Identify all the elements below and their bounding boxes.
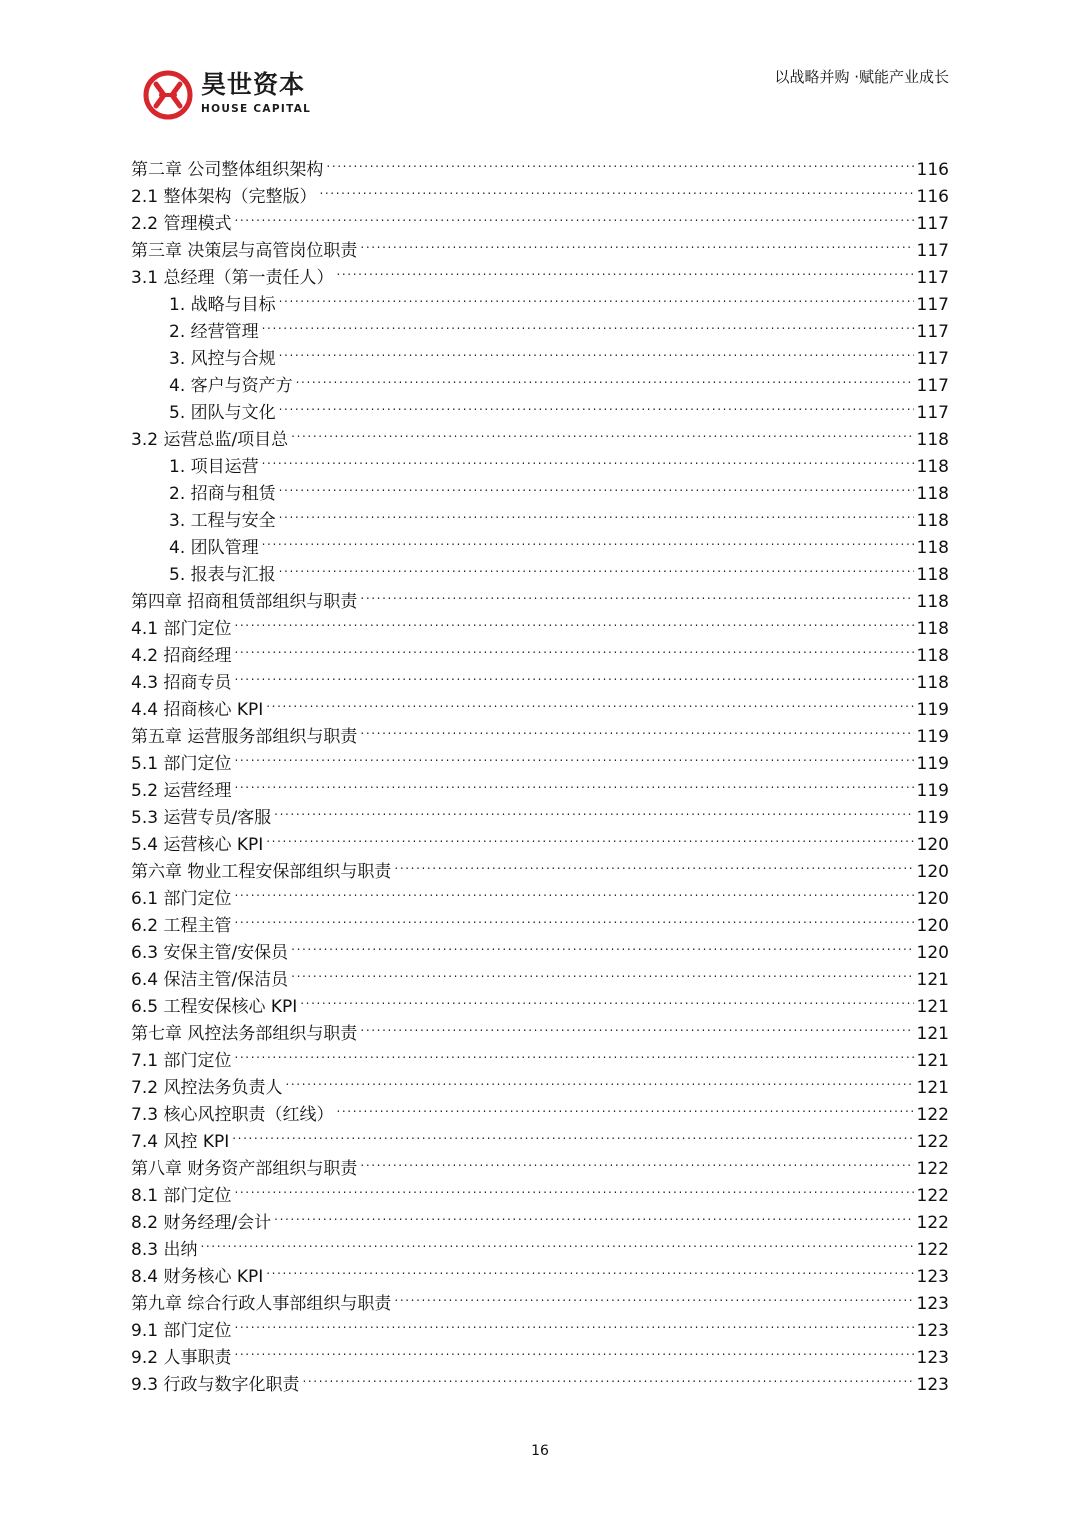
toc-entry[interactable] <box>131 229 949 261</box>
toc-entry-title: 2.1 整体架构（完整版） <box>131 187 317 207</box>
toc-entry-title: 4. 团队管理 <box>169 538 259 558</box>
toc-entry-title: 6.3 安保主管/安保员 <box>131 943 289 963</box>
toc-entry-page: 121 <box>916 970 949 990</box>
toc-entry[interactable] <box>131 607 949 639</box>
toc-entry[interactable] <box>131 1309 949 1341</box>
toc-entry-title: 2. 经营管理 <box>169 322 259 342</box>
toc-entry-page: 122 <box>916 1240 949 1260</box>
toc-entry-title: 2. 招商与租赁 <box>169 484 276 504</box>
toc-entry-title: 5. 报表与汇报 <box>169 565 276 585</box>
toc-dot-leader <box>360 580 913 607</box>
toc-entry-title: 3.1 总经理（第一责任人） <box>131 268 334 288</box>
toc-entry-page: 118 <box>916 511 949 531</box>
toc-entry[interactable] <box>131 1066 949 1098</box>
toc-entry[interactable] <box>131 148 949 180</box>
toc-dot-leader <box>234 742 913 769</box>
toc-dot-leader <box>274 1201 913 1228</box>
toc-entry-page: 123 <box>916 1375 949 1395</box>
toc-entry-page: 123 <box>916 1348 949 1368</box>
house-capital-logo <box>143 70 313 122</box>
toc-dot-leader <box>234 877 913 904</box>
toc-entry[interactable] <box>131 1363 949 1395</box>
toc-dot-leader <box>326 148 913 175</box>
toc-entry-page: 118 <box>916 484 949 504</box>
toc-entry-title: 6.5 工程安保核心 KPI <box>131 997 298 1017</box>
toc-entry[interactable] <box>131 1120 949 1152</box>
toc-entry-page: 118 <box>916 565 949 585</box>
toc-entry[interactable] <box>131 634 949 666</box>
toc-entry-page: 121 <box>916 1078 949 1098</box>
toc-entry[interactable] <box>131 1039 949 1071</box>
toc-entry[interactable] <box>131 1336 949 1368</box>
toc-entry-page: 117 <box>916 403 949 423</box>
toc-entry-title: 1. 项目运营 <box>169 457 259 477</box>
toc-entry-page: 121 <box>916 1051 949 1071</box>
toc-entry[interactable] <box>131 1174 949 1206</box>
toc-entry-page: 121 <box>916 1024 949 1044</box>
toc-entry-title: 9.1 部门定位 <box>131 1321 232 1341</box>
toc-entry[interactable] <box>131 202 949 234</box>
toc-entry-title: 第七章 风控法务部组织与职责 <box>131 1024 358 1044</box>
toc-entry-title: 7.3 核心风控职责（红线） <box>131 1105 334 1125</box>
toc-dot-leader <box>279 499 914 526</box>
toc-dot-leader <box>285 1066 913 1093</box>
toc-entry-title: 4.2 招商经理 <box>131 646 232 666</box>
toc-entry-title: 7.2 风控法务负责人 <box>131 1078 283 1098</box>
toc-dot-leader <box>234 904 913 931</box>
toc-dot-leader <box>360 229 913 256</box>
toc-dot-leader <box>279 337 914 364</box>
toc-entry-page: 122 <box>916 1159 949 1179</box>
toc-entry-title: 5.1 部门定位 <box>131 754 232 774</box>
toc-dot-leader <box>262 310 914 337</box>
toc-entry-title: 5. 团队与文化 <box>169 403 276 423</box>
toc-entry-page: 117 <box>916 241 949 261</box>
toc-entry-title: 6.4 保洁主管/保洁员 <box>131 970 289 990</box>
toc-entry-title: 3.2 运营总监/项目总 <box>131 430 289 450</box>
toc-dot-leader <box>279 283 914 310</box>
toc-dot-leader <box>234 769 913 796</box>
toc-entry-page: 116 <box>916 187 949 207</box>
toc-entry-title: 2.2 管理模式 <box>131 214 232 234</box>
toc-entry-page: 117 <box>916 349 949 369</box>
logo-english-name: HOUSE CAPITAL <box>201 103 312 115</box>
toc-entry-title: 8.3 出纳 <box>131 1240 198 1260</box>
toc-entry-page: 122 <box>916 1132 949 1152</box>
toc-entry[interactable] <box>131 688 949 720</box>
toc-entry-page: 119 <box>916 700 949 720</box>
toc-entry[interactable] <box>131 796 949 828</box>
toc-dot-leader <box>234 1309 913 1336</box>
toc-dot-leader <box>394 850 913 877</box>
toc-entry-page: 118 <box>916 619 949 639</box>
toc-dot-leader <box>296 364 914 391</box>
toc-entry-page: 120 <box>916 943 949 963</box>
toc-dot-leader <box>360 1012 913 1039</box>
toc-dot-leader <box>300 985 913 1012</box>
toc-entry-page: 118 <box>916 592 949 612</box>
toc-dot-leader <box>262 526 914 553</box>
toc-entry-title: 第四章 招商租赁部组织与职责 <box>131 592 358 612</box>
toc-dot-leader <box>266 688 913 715</box>
toc-entry-title: 7.4 风控 KPI <box>131 1132 230 1152</box>
toc-entry-title: 5.3 运营专员/客服 <box>131 808 272 828</box>
toc-entry-page: 122 <box>916 1186 949 1206</box>
toc-entry-page: 118 <box>916 430 949 450</box>
toc-entry[interactable] <box>131 1228 949 1260</box>
toc-entry[interactable] <box>131 877 949 909</box>
toc-dot-leader <box>336 1093 913 1120</box>
toc-dot-leader <box>360 715 913 742</box>
toc-entry-title: 5.4 运营核心 KPI <box>131 835 264 855</box>
toc-entry[interactable] <box>131 1201 949 1233</box>
toc-dot-leader <box>234 1174 913 1201</box>
toc-entry-title: 8.1 部门定位 <box>131 1186 232 1206</box>
toc-entry-title: 第九章 综合行政人事部组织与职责 <box>131 1294 392 1314</box>
toc-entry-title: 4. 客户与资产方 <box>169 376 293 396</box>
toc-entry-title: 3. 工程与安全 <box>169 511 276 531</box>
toc-entry-page: 116 <box>916 160 949 180</box>
toc-entry-page: 117 <box>916 268 949 288</box>
toc-entry[interactable] <box>131 1147 949 1179</box>
toc-entry-title: 4.4 招商核心 KPI <box>131 700 264 720</box>
toc-entry[interactable] <box>131 769 949 801</box>
toc-entry[interactable] <box>131 931 949 963</box>
toc-dot-leader <box>274 796 913 823</box>
toc-dot-leader <box>291 931 913 958</box>
toc-entry[interactable] <box>131 742 949 774</box>
toc-entry-title: 8.2 财务经理/会计 <box>131 1213 272 1233</box>
toc-entry-page: 122 <box>916 1213 949 1233</box>
toc-dot-leader <box>336 256 913 283</box>
toc-entry-title: 第二章 公司整体组织架构 <box>131 160 324 180</box>
toc-dot-leader <box>234 1039 913 1066</box>
toc-entry-page: 120 <box>916 835 949 855</box>
table-of-contents <box>131 148 949 1395</box>
toc-entry-page: 118 <box>916 646 949 666</box>
toc-dot-leader <box>291 958 913 985</box>
toc-entry-page: 117 <box>916 295 949 315</box>
toc-dot-leader <box>279 391 914 418</box>
toc-entry-title: 3. 风控与合规 <box>169 349 276 369</box>
page-number: 16 <box>531 1443 549 1459</box>
toc-dot-leader <box>266 823 913 850</box>
toc-entry-title: 7.1 部门定位 <box>131 1051 232 1071</box>
toc-dot-leader <box>279 553 914 580</box>
toc-entry-page: 123 <box>916 1267 949 1287</box>
toc-dot-leader <box>200 1228 913 1255</box>
toc-entry-page: 119 <box>916 781 949 801</box>
toc-dot-leader <box>234 661 913 688</box>
toc-entry-page: 118 <box>916 538 949 558</box>
toc-dot-leader <box>319 175 913 202</box>
toc-entry-title: 第六章 物业工程安保部组织与职责 <box>131 862 392 882</box>
toc-entry-title: 4.3 招商专员 <box>131 673 232 693</box>
toc-entry-page: 120 <box>916 916 949 936</box>
toc-entry[interactable] <box>131 1255 949 1287</box>
toc-dot-leader <box>279 472 914 499</box>
toc-dot-leader <box>234 202 913 229</box>
toc-dot-leader <box>232 1120 913 1147</box>
toc-dot-leader <box>302 1363 913 1390</box>
logo-chinese-name: 昊世资本 <box>201 70 306 99</box>
toc-entry-page: 118 <box>916 673 949 693</box>
toc-dot-leader <box>394 1282 913 1309</box>
toc-dot-leader <box>266 1255 913 1282</box>
toc-entry-page: 120 <box>916 889 949 909</box>
toc-dot-leader <box>291 418 913 445</box>
toc-entry[interactable] <box>131 661 949 693</box>
toc-entry-title: 第五章 运营服务部组织与职责 <box>131 727 358 747</box>
page-header <box>0 0 1080 130</box>
toc-entry-title: 5.2 运营经理 <box>131 781 232 801</box>
toc-entry-title: 9.3 行政与数字化职责 <box>131 1375 300 1395</box>
toc-dot-leader <box>234 607 913 634</box>
toc-entry-page: 123 <box>916 1294 949 1314</box>
toc-entry-page: 119 <box>916 727 949 747</box>
toc-entry-page: 117 <box>916 322 949 342</box>
toc-entry[interactable] <box>131 904 949 936</box>
header-slogan: 以战略并购 ·赋能产业成长 <box>774 68 949 86</box>
toc-entry-page: 120 <box>916 862 949 882</box>
toc-entry-page: 117 <box>916 214 949 234</box>
toc-dot-leader <box>262 445 914 472</box>
toc-entry-page: 119 <box>916 754 949 774</box>
toc-entry-title: 4.1 部门定位 <box>131 619 232 639</box>
toc-dot-leader <box>234 1336 913 1363</box>
toc-entry-title: 6.2 工程主管 <box>131 916 232 936</box>
toc-entry-title: 6.1 部门定位 <box>131 889 232 909</box>
toc-entry-title: 9.2 人事职责 <box>131 1348 232 1368</box>
toc-entry-title: 1. 战略与目标 <box>169 295 276 315</box>
toc-entry-page: 121 <box>916 997 949 1017</box>
toc-entry-page: 123 <box>916 1321 949 1341</box>
toc-entry-title: 第八章 财务资产部组织与职责 <box>131 1159 358 1179</box>
toc-dot-leader <box>360 1147 913 1174</box>
toc-dot-leader <box>234 634 913 661</box>
toc-entry-page: 118 <box>916 457 949 477</box>
toc-entry-title: 8.4 财务核心 KPI <box>131 1267 264 1287</box>
toc-entry-page: 119 <box>916 808 949 828</box>
toc-entry-page: 122 <box>916 1105 949 1125</box>
house-capital-logo-icon <box>143 70 193 120</box>
toc-entry-title: 第三章 决策层与高管岗位职责 <box>131 241 358 261</box>
toc-entry-page: 117 <box>916 376 949 396</box>
